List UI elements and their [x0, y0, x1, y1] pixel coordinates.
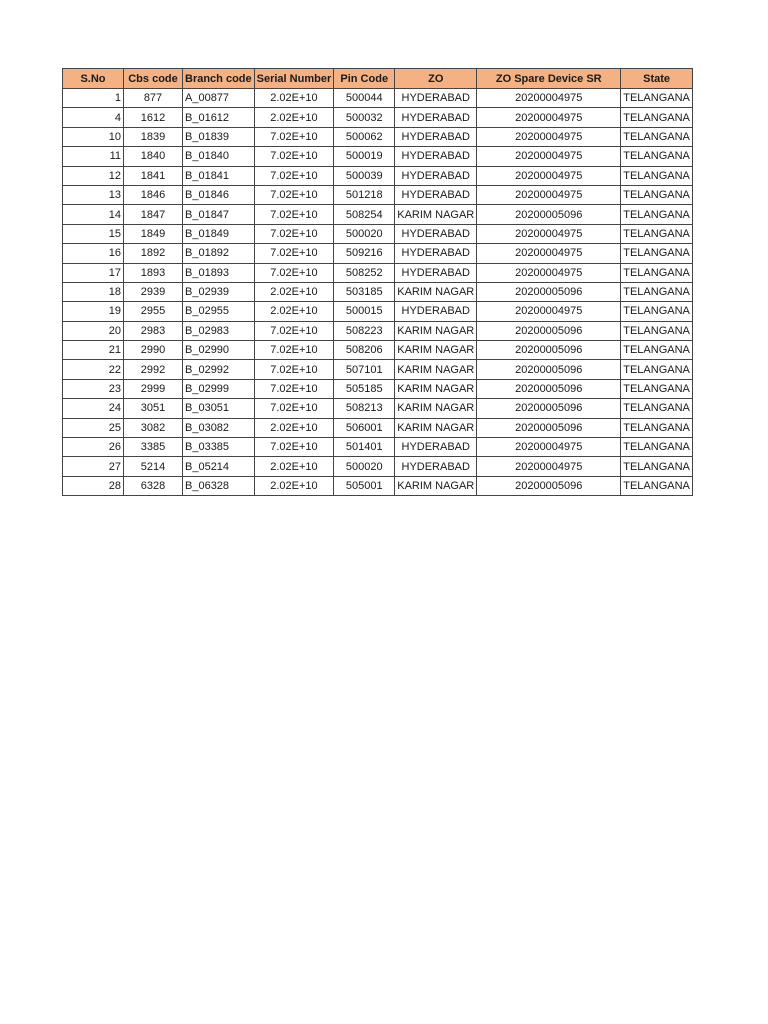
cell-sno: 16 [63, 244, 124, 263]
cell-zo-spare-device-sr: 20200004975 [477, 224, 621, 243]
cell-serial-number: 7.02E+10 [254, 205, 334, 224]
cell-sno: 18 [63, 282, 124, 301]
column-header-zo: ZO [395, 69, 477, 89]
cell-state: TELANGANA [621, 147, 693, 166]
table-row [63, 457, 693, 476]
cell-zo: HYDERABAD [395, 108, 477, 127]
cell-sno: 10 [63, 127, 124, 146]
cell-sno: 1 [63, 89, 124, 108]
cell-sno: 11 [63, 147, 124, 166]
cell-zo: HYDERABAD [395, 263, 477, 282]
table-row [63, 108, 693, 127]
cell-cbs-code: 2999 [124, 379, 183, 398]
cell-state: TELANGANA [621, 321, 693, 340]
cell-cbs-code: 1846 [124, 185, 183, 204]
cell-zo: HYDERABAD [395, 147, 477, 166]
cell-zo-spare-device-sr: 20200005096 [477, 399, 621, 418]
cell-branch-code: B_01893 [183, 263, 255, 282]
cell-state: TELANGANA [621, 399, 693, 418]
cell-state: TELANGANA [621, 205, 693, 224]
cell-cbs-code: 1841 [124, 166, 183, 185]
table-row [63, 341, 693, 360]
cell-zo-spare-device-sr: 20200005096 [477, 360, 621, 379]
cell-serial-number: 7.02E+10 [254, 147, 334, 166]
cell-state: TELANGANA [621, 379, 693, 398]
cell-zo: HYDERABAD [395, 166, 477, 185]
cell-cbs-code: 2955 [124, 302, 183, 321]
cell-serial-number: 7.02E+10 [254, 399, 334, 418]
cell-branch-code: B_01847 [183, 205, 255, 224]
table-row [63, 321, 693, 340]
cell-pin-code: 508254 [334, 205, 395, 224]
cell-branch-code: B_01840 [183, 147, 255, 166]
cell-zo: KARIM NAGAR [395, 418, 477, 437]
cell-serial-number: 7.02E+10 [254, 244, 334, 263]
cell-branch-code: B_06328 [183, 476, 255, 495]
cell-serial-number: 7.02E+10 [254, 360, 334, 379]
table-row [63, 418, 693, 437]
cell-serial-number: 7.02E+10 [254, 438, 334, 457]
cell-cbs-code: 877 [124, 89, 183, 108]
cell-serial-number: 7.02E+10 [254, 379, 334, 398]
cell-state: TELANGANA [621, 224, 693, 243]
cell-cbs-code: 2990 [124, 341, 183, 360]
cell-zo-spare-device-sr: 20200005096 [477, 476, 621, 495]
cell-branch-code: B_02990 [183, 341, 255, 360]
column-header-cbs-code: Cbs code [124, 69, 183, 89]
cell-pin-code: 500044 [334, 89, 395, 108]
cell-cbs-code: 6328 [124, 476, 183, 495]
cell-zo-spare-device-sr: 20200005096 [477, 205, 621, 224]
cell-zo: HYDERABAD [395, 89, 477, 108]
cell-cbs-code: 1849 [124, 224, 183, 243]
cell-zo-spare-device-sr: 20200004975 [477, 147, 621, 166]
cell-zo: HYDERABAD [395, 457, 477, 476]
cell-zo-spare-device-sr: 20200004975 [477, 457, 621, 476]
cell-sno: 20 [63, 321, 124, 340]
cell-sno: 17 [63, 263, 124, 282]
cell-cbs-code: 3082 [124, 418, 183, 437]
cell-sno: 23 [63, 379, 124, 398]
cell-branch-code: B_03051 [183, 399, 255, 418]
cell-state: TELANGANA [621, 166, 693, 185]
table-row [63, 399, 693, 418]
cell-branch-code: B_02955 [183, 302, 255, 321]
table-row [63, 205, 693, 224]
cell-zo: HYDERABAD [395, 244, 477, 263]
cell-zo-spare-device-sr: 20200004975 [477, 127, 621, 146]
cell-cbs-code: 3051 [124, 399, 183, 418]
table-row [63, 185, 693, 204]
cell-branch-code: B_05214 [183, 457, 255, 476]
cell-sno: 13 [63, 185, 124, 204]
cell-sno: 27 [63, 457, 124, 476]
cell-branch-code: B_03082 [183, 418, 255, 437]
cell-branch-code: B_03385 [183, 438, 255, 457]
cell-cbs-code: 1840 [124, 147, 183, 166]
cell-zo-spare-device-sr: 20200004975 [477, 244, 621, 263]
cell-zo: KARIM NAGAR [395, 379, 477, 398]
cell-sno: 22 [63, 360, 124, 379]
cell-state: TELANGANA [621, 282, 693, 301]
table-row [63, 89, 693, 108]
cell-state: TELANGANA [621, 185, 693, 204]
cell-cbs-code: 1892 [124, 244, 183, 263]
cell-zo-spare-device-sr: 20200004975 [477, 438, 621, 457]
cell-pin-code: 500020 [334, 224, 395, 243]
cell-pin-code: 505185 [334, 379, 395, 398]
cell-branch-code: B_01612 [183, 108, 255, 127]
cell-serial-number: 2.02E+10 [254, 476, 334, 495]
cell-zo: KARIM NAGAR [395, 205, 477, 224]
cell-zo: KARIM NAGAR [395, 476, 477, 495]
table-row [63, 476, 693, 495]
cell-cbs-code: 1839 [124, 127, 183, 146]
cell-serial-number: 7.02E+10 [254, 341, 334, 360]
cell-serial-number: 7.02E+10 [254, 166, 334, 185]
cell-state: TELANGANA [621, 263, 693, 282]
cell-pin-code: 501401 [334, 438, 395, 457]
cell-state: TELANGANA [621, 127, 693, 146]
column-header-zo-spare-device-sr: ZO Spare Device SR [477, 69, 621, 89]
cell-state: TELANGANA [621, 244, 693, 263]
cell-cbs-code: 1612 [124, 108, 183, 127]
cell-state: TELANGANA [621, 108, 693, 127]
cell-sno: 26 [63, 438, 124, 457]
cell-zo-spare-device-sr: 20200004975 [477, 302, 621, 321]
cell-pin-code: 500019 [334, 147, 395, 166]
table-row [63, 127, 693, 146]
column-header-branch-code: Branch code [183, 69, 255, 89]
cell-sno: 4 [63, 108, 124, 127]
cell-zo-spare-device-sr: 20200004975 [477, 166, 621, 185]
table-row [63, 302, 693, 321]
cell-branch-code: A_00877 [183, 89, 255, 108]
cell-pin-code: 500032 [334, 108, 395, 127]
cell-serial-number: 7.02E+10 [254, 263, 334, 282]
cell-pin-code: 503185 [334, 282, 395, 301]
table-body [63, 89, 693, 496]
cell-state: TELANGANA [621, 438, 693, 457]
table-row [63, 166, 693, 185]
table-row [63, 263, 693, 282]
cell-serial-number: 7.02E+10 [254, 127, 334, 146]
cell-state: TELANGANA [621, 418, 693, 437]
cell-serial-number: 7.02E+10 [254, 321, 334, 340]
cell-zo-spare-device-sr: 20200005096 [477, 379, 621, 398]
cell-state: TELANGANA [621, 302, 693, 321]
cell-state: TELANGANA [621, 457, 693, 476]
cell-branch-code: B_01892 [183, 244, 255, 263]
cell-cbs-code: 1847 [124, 205, 183, 224]
cell-zo-spare-device-sr: 20200004975 [477, 263, 621, 282]
cell-pin-code: 509216 [334, 244, 395, 263]
cell-branch-code: B_02983 [183, 321, 255, 340]
cell-zo-spare-device-sr: 20200005096 [477, 321, 621, 340]
cell-cbs-code: 3385 [124, 438, 183, 457]
spreadsheet-table [62, 68, 693, 496]
cell-zo-spare-device-sr: 20200004975 [477, 185, 621, 204]
cell-branch-code: B_01839 [183, 127, 255, 146]
cell-state: TELANGANA [621, 476, 693, 495]
cell-zo-spare-device-sr: 20200005096 [477, 282, 621, 301]
cell-zo: HYDERABAD [395, 224, 477, 243]
cell-pin-code: 508213 [334, 399, 395, 418]
cell-cbs-code: 2992 [124, 360, 183, 379]
table-row [63, 282, 693, 301]
cell-branch-code: B_02999 [183, 379, 255, 398]
cell-state: TELANGANA [621, 341, 693, 360]
cell-sno: 21 [63, 341, 124, 360]
cell-zo-spare-device-sr: 20200005096 [477, 418, 621, 437]
table-row [63, 360, 693, 379]
cell-state: TELANGANA [621, 89, 693, 108]
cell-sno: 12 [63, 166, 124, 185]
cell-cbs-code: 2939 [124, 282, 183, 301]
cell-serial-number: 7.02E+10 [254, 224, 334, 243]
cell-pin-code: 506001 [334, 418, 395, 437]
cell-zo: KARIM NAGAR [395, 341, 477, 360]
cell-zo-spare-device-sr: 20200004975 [477, 89, 621, 108]
cell-zo-spare-device-sr: 20200005096 [477, 341, 621, 360]
table-row [63, 438, 693, 457]
cell-serial-number: 2.02E+10 [254, 282, 334, 301]
cell-pin-code: 500062 [334, 127, 395, 146]
cell-pin-code: 500039 [334, 166, 395, 185]
cell-zo: HYDERABAD [395, 438, 477, 457]
cell-pin-code: 508206 [334, 341, 395, 360]
cell-serial-number: 2.02E+10 [254, 418, 334, 437]
table-row [63, 224, 693, 243]
cell-pin-code: 500020 [334, 457, 395, 476]
column-header-serial-number: Serial Number [254, 69, 334, 89]
cell-sno: 28 [63, 476, 124, 495]
cell-sno: 19 [63, 302, 124, 321]
cell-serial-number: 2.02E+10 [254, 302, 334, 321]
cell-zo: HYDERABAD [395, 127, 477, 146]
cell-branch-code: B_02939 [183, 282, 255, 301]
column-header-state: State [621, 69, 693, 89]
cell-state: TELANGANA [621, 360, 693, 379]
cell-zo: KARIM NAGAR [395, 399, 477, 418]
cell-serial-number: 7.02E+10 [254, 185, 334, 204]
cell-branch-code: B_01841 [183, 166, 255, 185]
cell-branch-code: B_01846 [183, 185, 255, 204]
cell-pin-code: 501218 [334, 185, 395, 204]
table-row [63, 379, 693, 398]
cell-pin-code: 508223 [334, 321, 395, 340]
cell-zo: KARIM NAGAR [395, 360, 477, 379]
cell-cbs-code: 5214 [124, 457, 183, 476]
cell-zo-spare-device-sr: 20200004975 [477, 108, 621, 127]
cell-pin-code: 500015 [334, 302, 395, 321]
cell-sno: 24 [63, 399, 124, 418]
cell-serial-number: 2.02E+10 [254, 108, 334, 127]
cell-serial-number: 2.02E+10 [254, 89, 334, 108]
cell-serial-number: 2.02E+10 [254, 457, 334, 476]
cell-zo: KARIM NAGAR [395, 282, 477, 301]
cell-zo: KARIM NAGAR [395, 321, 477, 340]
cell-pin-code: 508252 [334, 263, 395, 282]
column-header-sno: S.No [63, 69, 124, 89]
cell-branch-code: B_02992 [183, 360, 255, 379]
header-row [63, 69, 693, 89]
table-row [63, 147, 693, 166]
cell-sno: 15 [63, 224, 124, 243]
table-row [63, 244, 693, 263]
cell-sno: 25 [63, 418, 124, 437]
cell-cbs-code: 1893 [124, 263, 183, 282]
column-header-pin-code: Pin Code [334, 69, 395, 89]
cell-cbs-code: 2983 [124, 321, 183, 340]
cell-branch-code: B_01849 [183, 224, 255, 243]
cell-zo: HYDERABAD [395, 302, 477, 321]
cell-pin-code: 505001 [334, 476, 395, 495]
cell-pin-code: 507101 [334, 360, 395, 379]
cell-zo: HYDERABAD [395, 185, 477, 204]
cell-sno: 14 [63, 205, 124, 224]
